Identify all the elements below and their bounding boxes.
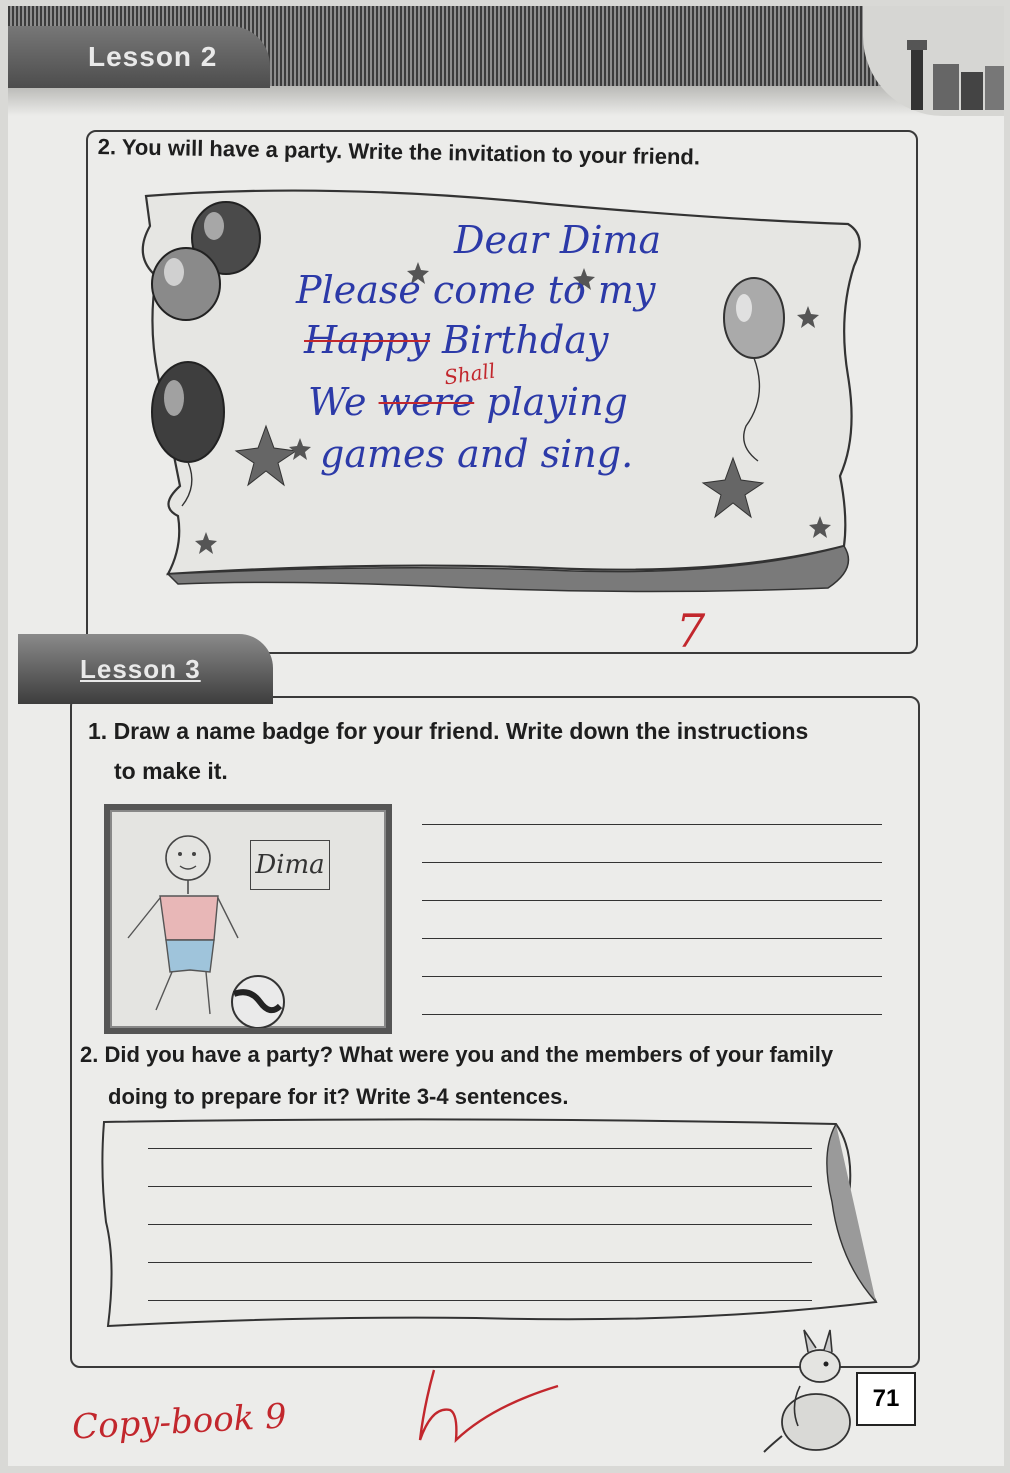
lesson-3-header: Lesson 3 — [18, 634, 273, 704]
teacher-correction: Shall — [442, 358, 497, 390]
teacher-signature — [412, 1366, 562, 1446]
lesson-2-header: Lesson 2 — [8, 26, 270, 88]
lesson-3-task-1-instruction-line-1: 1. Draw a name badge for your friend. Write down the instructions — [88, 718, 809, 744]
struck-word: Happy — [304, 318, 430, 362]
workbook-page — [8, 6, 1004, 1466]
page-number: 71 — [856, 1372, 916, 1426]
kangaroo-icon — [760, 1326, 870, 1456]
handwritten-line-1: Please come to my — [296, 268, 656, 312]
teacher-grade: 7 — [676, 604, 706, 658]
lesson-3-task-2-instruction-line-1: 2. Did you have a party? What were you and the members of your family — [80, 1042, 834, 1067]
teacher-note-copy-book: Copy-book 9 — [71, 1396, 288, 1448]
handwritten-line-3: We were playing — [308, 380, 628, 424]
child-drawing-figure — [110, 810, 386, 1028]
writing-scroll — [96, 1112, 896, 1332]
balloon-icon — [152, 248, 220, 320]
name-badge-drawing — [104, 804, 392, 1034]
lesson-2-task-2-instruction: 2. You will have a party. Write the invitation to your friend. — [97, 134, 701, 170]
handwritten-greeting: Dear Dima — [454, 218, 662, 262]
badge-name-label: Dima — [250, 840, 330, 890]
lesson-3-task-2-instruction-line-2: doing to prepare for it? Write 3-4 sentences. — [108, 1084, 569, 1109]
lesson-3-task-1-instruction-line-2: to make it. — [114, 758, 228, 784]
handwritten-line-4: games and sing. — [320, 432, 634, 476]
handwritten-line-2: Happy Birthday — [304, 318, 609, 362]
